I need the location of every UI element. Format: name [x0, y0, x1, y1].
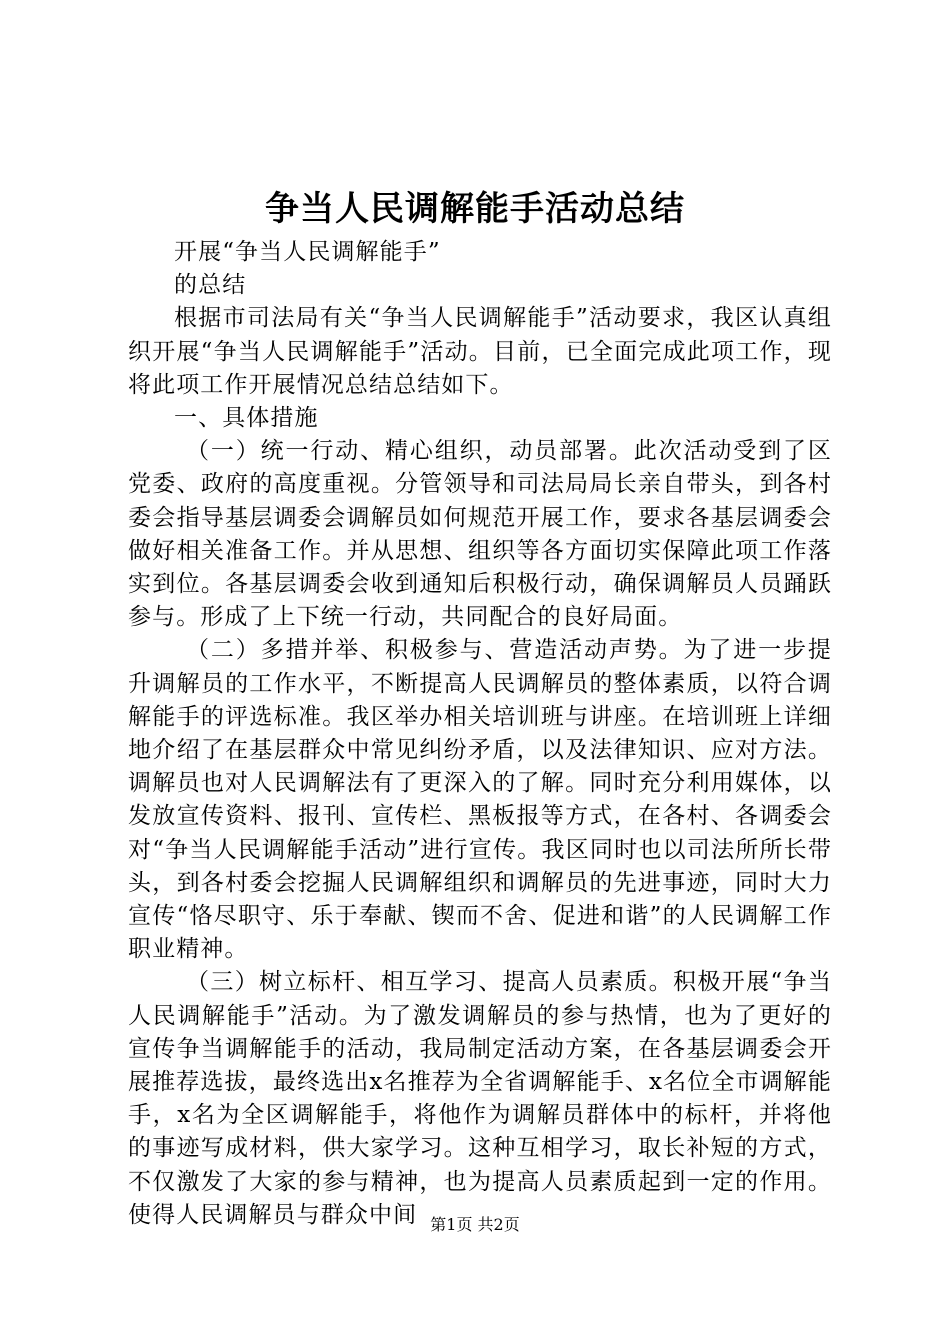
- section-heading: 一、具体措施: [174, 405, 319, 432]
- paragraph-measure-3: （三）树立标杆、相互学习、提高人员素质。积极开展“争当人民调解能手”活动。为了激发调解员的参与热情，也为了更好的宣传争当调解能手的活动，我局制定活动方案，在各基层调委会开展推荐选拔，最终选出x名推荐为全省调解能手、x名位全市调解能手，x名为全区调解能手，将他作为调解员群体中的标杆，并将他的事迹写成材料，供大家学习。这种互相学习，取长补短的方式，不仅激发了大家的参与精神，也为提高人员素质起到一定的作用。使得人民调解员与群众中间: [128, 969, 832, 1228]
- paragraph-measure-2: （二）多措并举、积极参与、营造活动声势。为了进一步提升调解员的工作水平，不断提高人民调解员的整体素质，以符合调解能手的评选标准。我区举办相关培训班与讲座。在培训班上详细地介绍了在基层群众中常见纠纷矛盾，以及法律知识、应对方法。调解员也对人民调解法有了更深入的了解。同时充分利用媒体，以发放宣传资料、报刊、宣传栏、黑板报等方式，在各村、各调委会对“争当人民调解能手活动”进行宣传。我区同时也以司法所所长带头，到各村委会挖掘人民调解组织和调解员的先进事迹，同时大力宣传“恪尽职守、乐于奉献、锲而不舍、促进和谐”的人民调解工作职业精神。: [128, 637, 832, 963]
- paragraph-intro: 根据市司法局有关“争当人民调解能手”活动要求，我区认真组织开展“争当人民调解能手”活动。目前，已全面完成此项工作，现将此项工作开展情况总结总结如下。: [128, 305, 832, 398]
- page-footer: 第1页 共2页: [430, 1215, 520, 1234]
- paragraph-measure-1: （一）统一行动、精心组织，动员部署。此次活动受到了区党委、政府的高度重视。分管领导和司法局局长亲自带头，到各村委会指导基层调委会调解员如何规范开展工作，要求各基层调委会做好相关准备工作。并从思想、组织等各方面切实保障此项工作落实到位。各基层调委会收到通知后积极行动，确保调解员人员踊跃参与。形成了上下统一行动，共同配合的良好局面。: [128, 438, 832, 631]
- document-body: [128, 236, 832, 1232]
- subtitle-line-1: 开展“争当人民调解能手”: [174, 239, 441, 265]
- subtitle-line-2: 的总结: [174, 272, 247, 299]
- document-title: 争当人民调解能手活动总结: [265, 189, 685, 229]
